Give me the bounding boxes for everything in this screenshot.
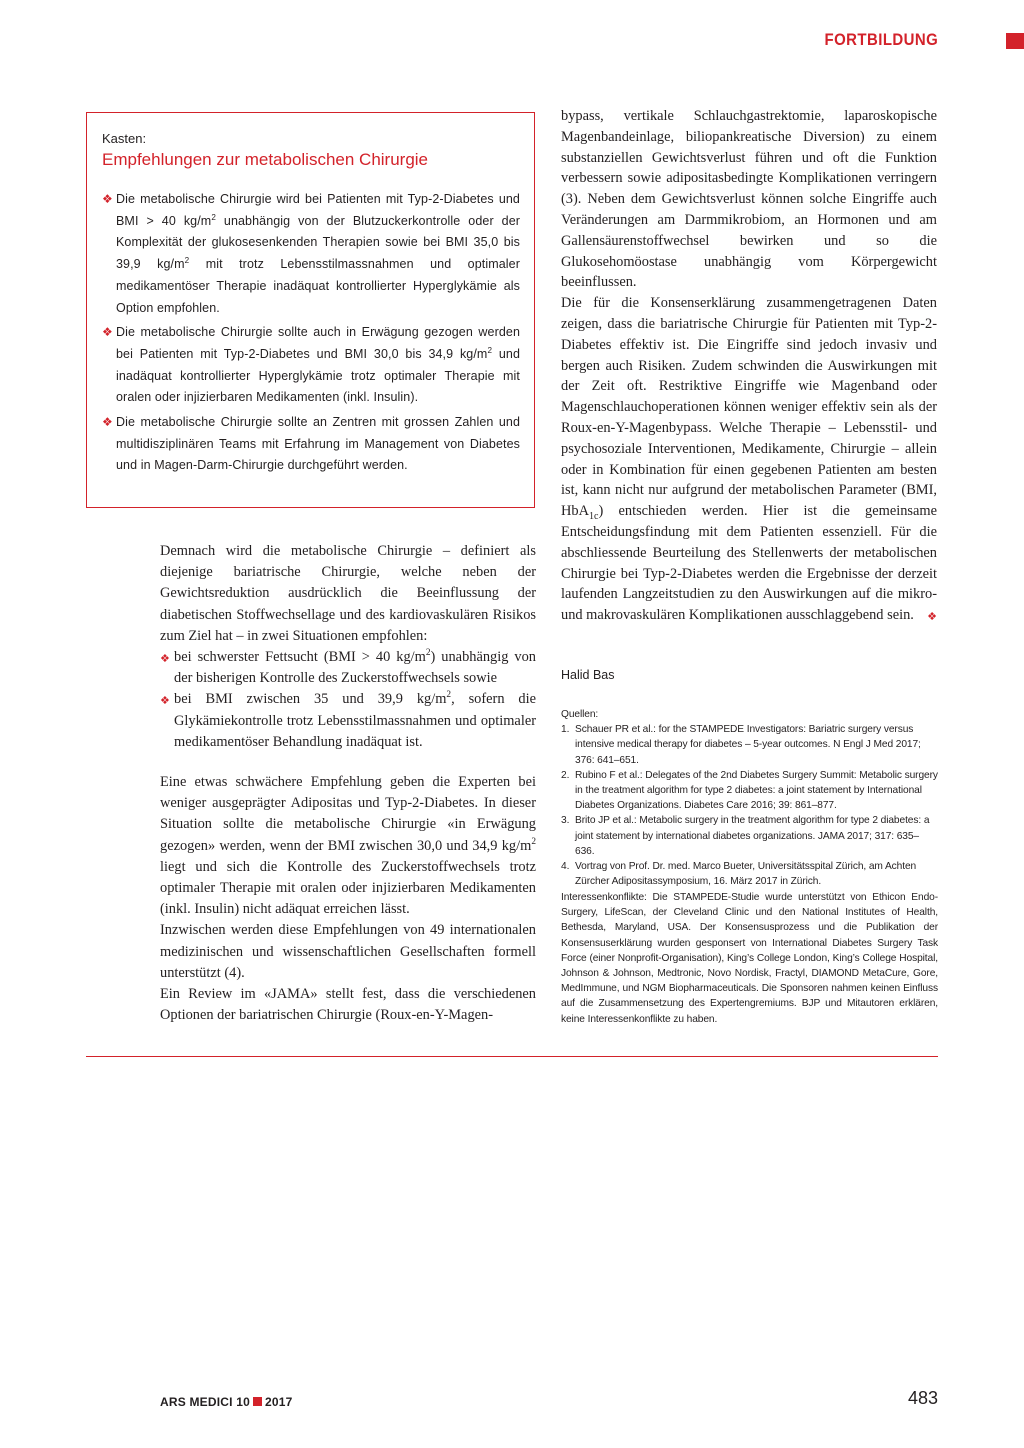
diamond-bullet-icon: ❖ <box>160 694 170 708</box>
section-header: FORTBILDUNG <box>824 30 938 49</box>
conflicts-of-interest: Interessenkonflikte: Die STAMPEDE-Studie wurde unterstützt von Ethicon Endo-Surgery, LifeScan, der Cleveland Clinic und den National Institutes of Health, Bethesda, Maryland, USA. Der Konsensusprozess und die Publikation der Konsensuserklärung wurden gesponsert von International Diabetes Surgery Task Force (einer Nonprofit-Organisation), King’s College London, King’s College Hospital, Johnson & Johnson, Medtronic, Novo Nordisk, Fractyl, DIAMOND MetaCure, Gore, MedImmune, und NGM Biopharmaceuticals. Die Sponsoren nahmen keinen Einfluss auf die Zusammensetzung des Expertengremiums. BJP und Mitautoren erklären, keine Interessenkonflikte zu haben. <box>561 892 938 1025</box>
footer-square-marker <box>253 1397 262 1406</box>
box-item: ❖ Die metabolische Chirurgie sollte auch in Erwägung gezogen werden bei Patienten mit Typ-2-Diabetes und BMI 30,0 bis 34,9 $kg/m^2$ und inadäquat kontrollierter Hyperglykämie trotz optimaler Therapie mit oralen oder injizierbaren Medikamenten (inkl. Insulin). <box>102 322 520 409</box>
end-of-article-icon: ❖ <box>927 610 937 624</box>
reference-item: 2. Rubino F et al.: Delegates of the 2nd Diabetes Surgery Summit: Metabolic surgery in the treatment algorithm for type 2 diabetes: a joint statement by International Diabetes Organizations. Diabetes Care 2016; 39: 861–877. <box>561 769 938 812</box>
paragraph: Inzwischen werden diese Empfehlungen von 49 internationalen medizinischen und wissenschaftlichen Gesellschaften formell unterstützt (4). <box>160 922 536 981</box>
recommendations-box <box>86 112 535 508</box>
journal-issue: ARS MEDICI 10 <box>160 1395 250 1409</box>
diamond-bullet-icon: ❖ <box>102 192 113 206</box>
box-item: ❖ Die metabolische Chirurgie wird bei Patienten mit Typ-2-Diabetes und BMI > 40 $kg/m^2$ unabhängig von der Blutzuckerkontrolle oder der Komplexität der glukosesenkenden Therapien sowie bei BMI 35,0 bis 39,9 $kg/m^2$ mit trotz Lebensstilmassnahmen und optimaler medikamentöser Therapie inadäquat kontrollierter Hyperglykämie als Option empfohlen. <box>102 189 520 319</box>
journal-footer <box>160 1395 292 1409</box>
paragraph: Ein Review im «JAMA» stellt fest, dass die verschiedenen Optionen der bariatrischen Chirurgie (Roux-en-Y-Magen- <box>160 986 536 1024</box>
paragraph: Eine etwas schwächere Empfehlung geben die Experten bei weniger ausgeprägter Adipositas und Typ-2-Diabetes. In dieser Situation sollte die metabolische Chirurgie «in Erwägung gezogen» werden, wenn der BMI zwischen 30,0 und 34,9 $kg/m^2$ liegt und sich die Kontrolle des Zuckerstoffwechsels trotz optimaler Therapie mit oralen oder injizierbaren Medikamenten (inkl. Insulin) nicht adäquat erreichen lässt. <box>160 774 536 918</box>
right-column-body <box>561 106 937 628</box>
box-label: Kasten: <box>102 131 147 146</box>
paragraph: Die für die Konsenserklärung zusammengetragenen Daten zeigen, dass die bariatrische Chirurgie für Patienten mit Typ-2-Diabetes effektiv ist. Die Eingriffe sind jedoch invasiv und bergen auch Risiken. Zudem schwinden die Auswirkungen mit der Zeit oft. Restriktive Eingriffe wie Magenband oder Magenschlauchoperationen können weniger effektiv sein als der Roux-en-Y-Magenbypass. Welche Therapie – Lebensstil- und psychosoziale Interventionen, Medikamente, Chirurgie – allein oder in Kombination für einen gegebenen Patienten am besten ist, kann nicht nur aufgrund der metabolischen Parameter (BMI, HbA$_{1c}$) entschieden werden. Hier ist die gemeinsame Entscheidungsfindung mit dem Patienten essenziell. Für die abschliessende Beurteilung des Stellenwerts der metabolischen Chirurgie bei Typ-2-Diabetes werden die Ergebnisse der derzeit laufenden Langzeitstudien zu den Auswirkungen auf die mikro- und makrovaskulären Komplikationen ausschlaggebend sein. ❖ <box>561 293 937 626</box>
diamond-bullet-icon: ❖ <box>102 325 113 340</box>
left-column-body <box>160 541 536 1026</box>
reference-item: 4. Vortrag von Prof. Dr. med. Marco Bueter, Universitätsspital Zürich, am Achten Zürcher Adipositassymposium, 16. März 2017 in Zürich. <box>561 861 917 888</box>
references-label: Quellen: <box>561 709 599 720</box>
diamond-bullet-icon: ❖ <box>102 415 113 430</box>
header-square-marker <box>1006 33 1024 49</box>
box-title: Empfehlungen zur metabolischen Chirurgie <box>102 150 429 169</box>
divider <box>86 1056 938 1057</box>
author-name: Halid Bas <box>561 668 615 682</box>
list-item: ❖ bei schwerster Fettsucht (BMI > 40 $kg/m^2$) unabhängig von der bisherigen Kontrolle des Zuckerstoffwechsels sowie <box>160 648 536 687</box>
page-number: 483 <box>907 1388 938 1408</box>
list-item: ❖ bei BMI zwischen 35 und 39,9 $kg/m^2$, sofern die Glykämiekontrolle trotz Lebensstilmassnahmen und optimaler medikamentöser Behandlung inadäquat ist. <box>160 690 537 750</box>
reference-item: 1. Schauer PR et al.: for the STAMPEDE Investigators: Bariatric surgery versus intensive medical therapy for diabetes – 5-year outcomes. N Engl J Med 2017; 376: 641–651. <box>561 724 921 766</box>
diamond-bullet-icon: ❖ <box>160 652 170 666</box>
recommendation-list <box>160 647 536 753</box>
reference-item: 3. Brito JP et al.: Metabolic surgery in the treatment algorithm for type 2 diabetes: a joint statement by international diabetes organizations. JAMA 2017; 317: 635–636. <box>561 815 930 857</box>
paragraph: bypass, vertikale Schlauchgastrektomie, laparoskopische Magenbandeinlage, biliopankreatische Diversion) zu einem substanziellen Gewichtsverlust führen und oft die Funktion verbessern sowie adipositasbedingte Komplikationen verringern (3). Neben dem Gewichtsverlust können solche Eingriffe auch Veränderungen am Darmmikrobiom, an Hormonen und am Gallensäurenstoffwechsel bewirken und so die Glukosehomöostase unabhängig vom Körpergewicht beeinflussen. <box>561 108 937 291</box>
journal-year: 2017 <box>264 1395 293 1409</box>
paragraph: Demnach wird die metabolische Chirurgie – definiert als diejenige bariatrische Chirurgie, welche neben der Gewichtsreduktion ausdrücklich die Beeinflussung der diabetischen Stoffwechsellage und des kardiovaskulären Risikos zum Ziel hat – in zwei Situationen empfohlen: <box>160 543 536 644</box>
box-item: ❖ Die metabolische Chirurgie sollte an Zentren mit grossen Zahlen und multidisziplinären Teams mit Erfahrung im Management von Diabetes und in Magen-Darm-Chirurgie durchgeführt werden. <box>102 412 520 477</box>
references <box>561 707 938 889</box>
